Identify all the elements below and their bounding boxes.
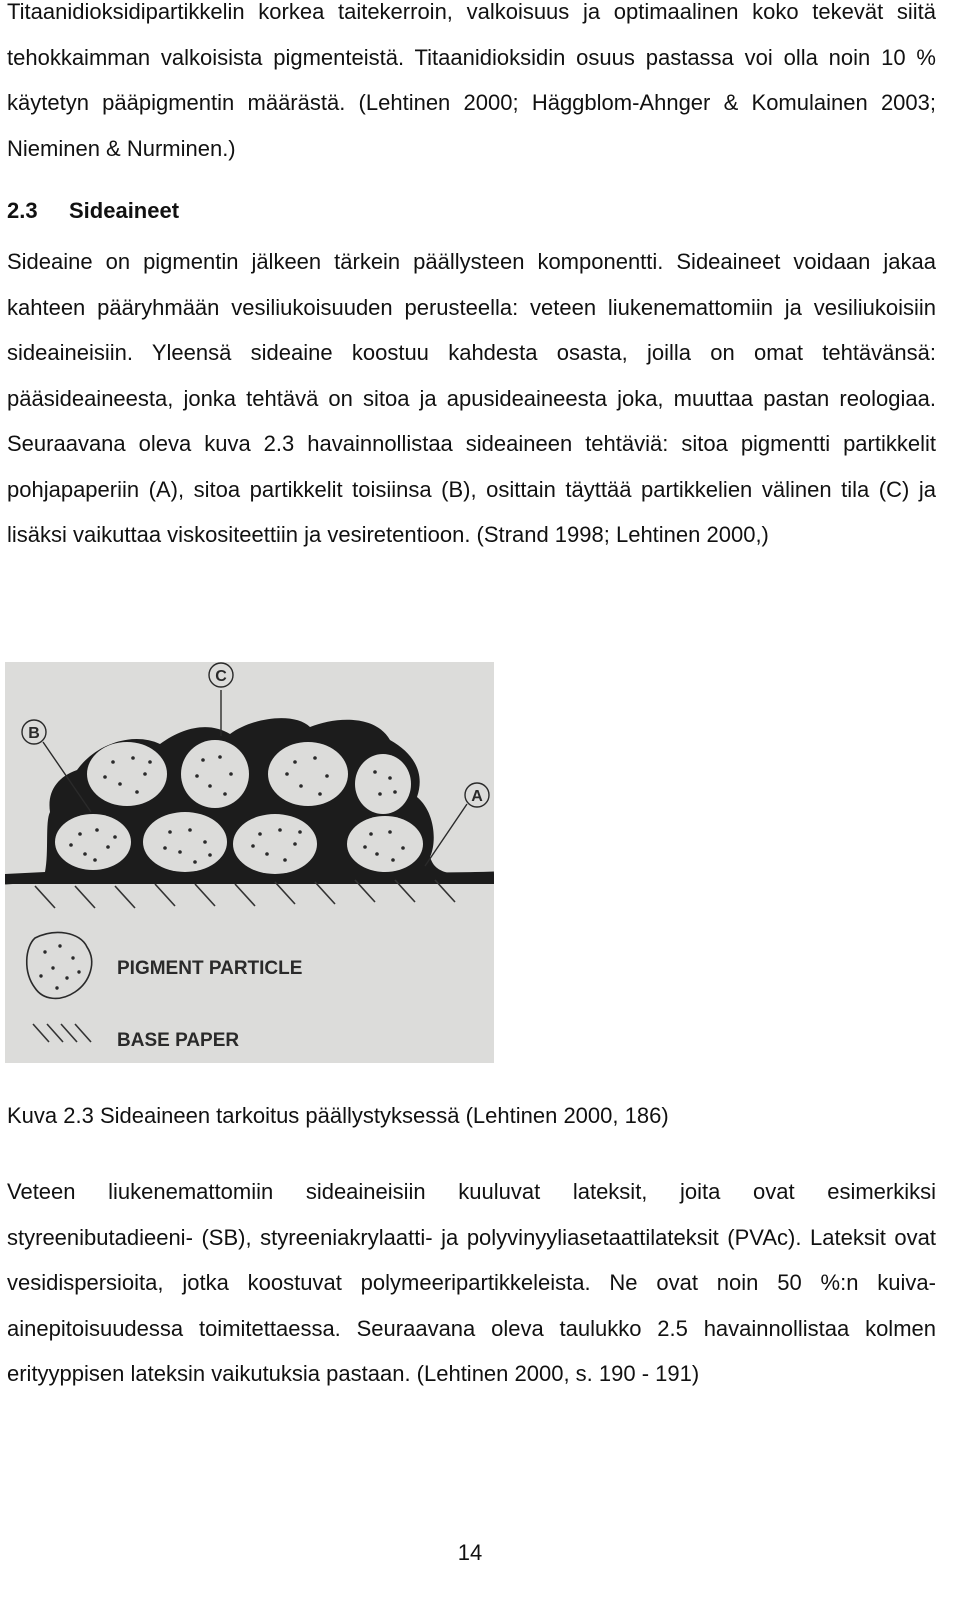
section-title: Sideaineet [69,198,180,223]
section-number: 2.3 [7,198,38,223]
section-heading [7,198,179,224]
binder-diagram [5,662,494,1063]
label-c: C [215,668,227,685]
label-b: B [28,725,40,742]
pigment-particle [347,816,423,872]
base-paper-hatching [35,880,455,908]
pigment-particle [143,812,227,872]
pigment-particle [55,814,131,870]
legend-particle-icon [27,932,92,998]
legend-particle-text: PIGMENT PARTICLE [117,958,303,979]
binder-figure [5,662,494,1063]
latex-paragraph: Veteen liukenemattomiin sideaineisiin kuuluvat lateksit, joita ovat esimerkiksi styreenibutadieeni- (SB), styreeniakrylaatti- ja polyvinyyliasetaattilateksit (PVAc). Lateksit ovat vesidispersioita, jotka koostuvat polymeeripartikkeleista. Ne ovat noin 50 %:n kuiva-ainepitoisuudessa toimitettaessa. Seuraavana oleva taulukko 2.5 havainnollistaa kolmen erityyppisen lateksin vaikutuksia pastaan. (Lehtinen 2000, s. 190 - 191) [7,1179,936,1386]
pigment-particle [268,742,348,806]
pigment-particle [181,740,249,808]
page-number: 14 [457,1540,483,1565]
pigment-particle [233,814,317,874]
label-a: A [471,788,483,805]
section-paragraph: Sideaine on pigmentin jälkeen tärkein päällysteen komponentti. Sideaineet voidaan jakaa kahteen pääryhmään vesiliukoisuuden perusteella: veteen liukenemattomiin ja vesiliukoisiin sideaineisiin. Yleensä sideaine koostuu kahdesta osasta, joilla on omat tehtävänsä: pääsideaineesta, jonka tehtävä on sitoa ja apusideaineesta joka, muuttaa pastan reologiaa. Seuraavana oleva kuva 2.3 havainnollistaa sideaineen tehtäviä: sitoa pigmentti partikkelit pohjapaperiin (A), sitoa partikkelit toisiinsa (B), osittain täyttää partikkelien välinen tila (C) ja lisäksi vaikuttaa viskositeettiin ja vesiretentioon. (Strand 1998; Lehtinen 2000,) [7,249,936,547]
legend-paper-text: BASE PAPER [117,1030,240,1051]
intro-paragraph: Titaanidioksidipartikkelin korkea taitekerroin, valkoisuus ja optimaalinen koko tekevät siitä tehokkaimman valkoisista pigmenteistä. Titaanidioksidin osuus pastassa voi olla noin 10 % käytetyn pääpigmentin määrästä. (Lehtinen 2000; Häggblom-Ahnger & Komulainen 2003; Nieminen & Nurminen.) [7,0,936,161]
figure-caption: Kuva 2.3 Sideaineen tarkoitus päällystyksessä (Lehtinen 2000, 186) [7,1103,669,1128]
legend-paper-icon [33,1024,91,1042]
pigment-particle [355,754,411,814]
pigment-particle [87,742,167,806]
